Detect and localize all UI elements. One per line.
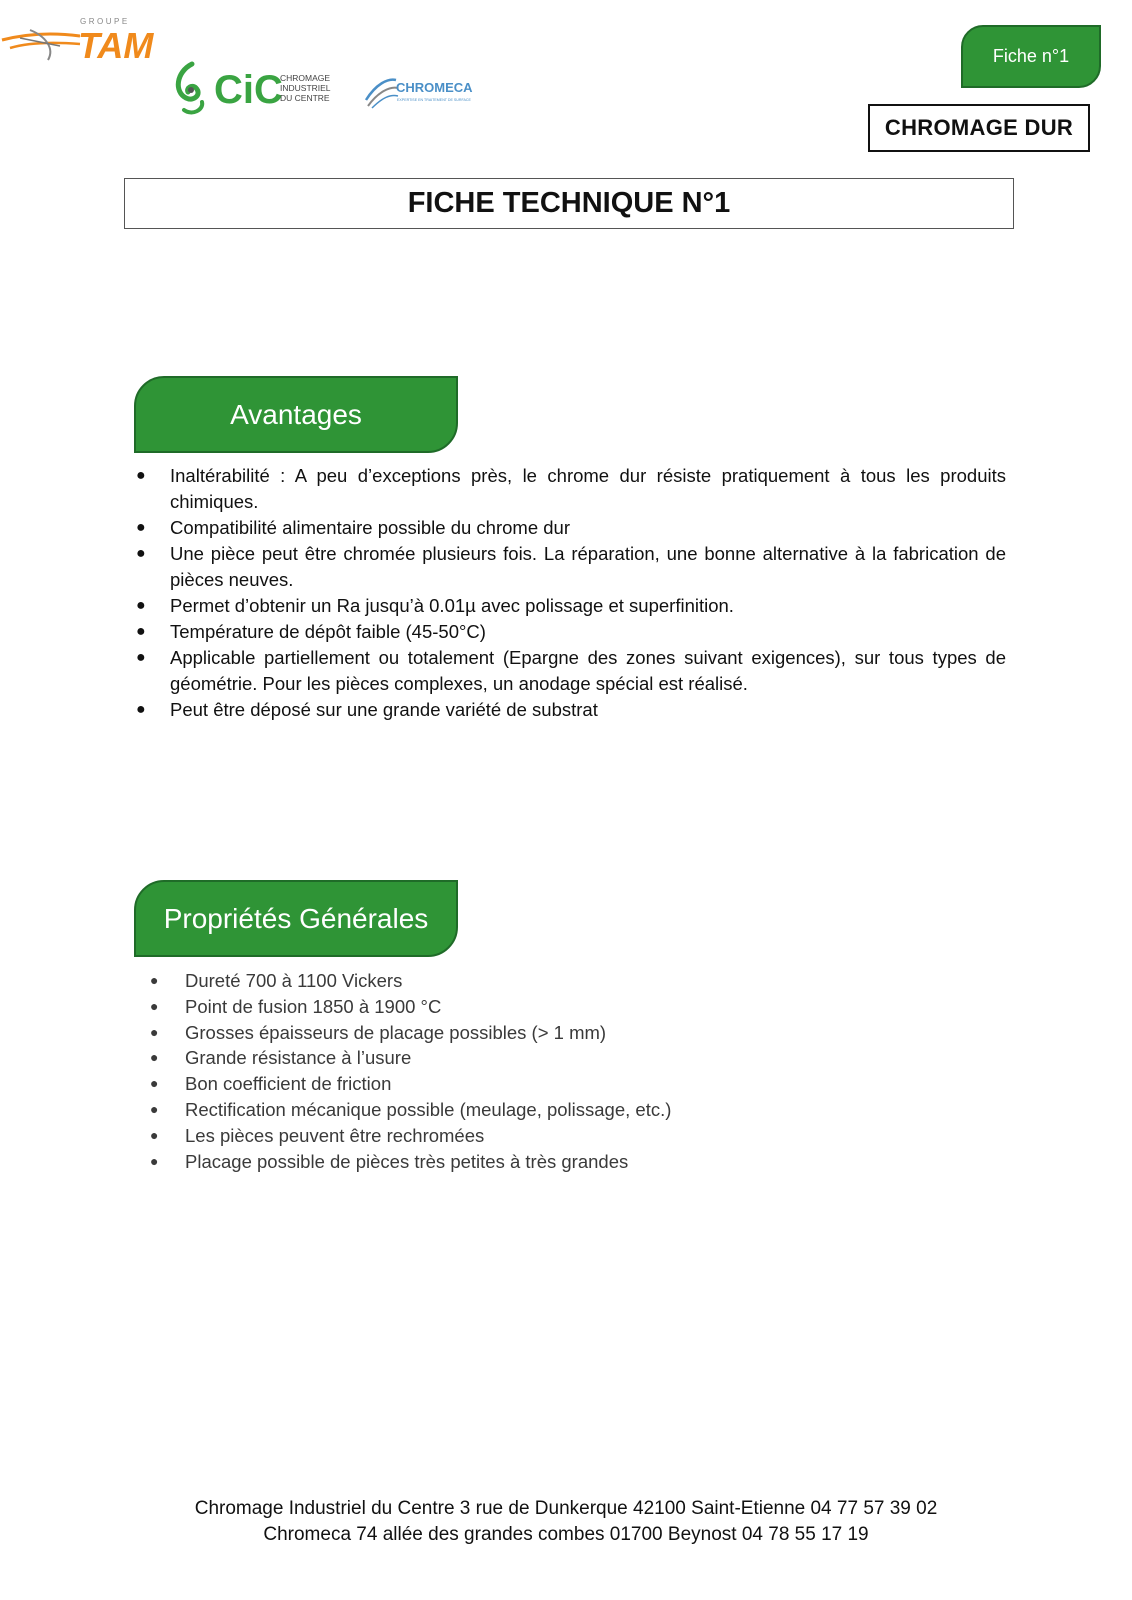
bullet-icon: ● <box>136 597 146 614</box>
list-item: ● Applicable partiellement ou totalement (Epargne des zones suivant exigences), sur tous types de géométrie. Pour les pièces complexes, un anodage spécial est réalisé. <box>136 647 1006 694</box>
list-item: ● Inaltérabilité : A peu d’exceptions près, le chrome dur résiste pratiquement à tous les produits chimiques. <box>136 465 1006 512</box>
fiche-number-tag: Fiche n°1 <box>961 25 1101 88</box>
list-item: ● Grosses épaisseurs de placage possibles (> 1 mm) <box>150 1020 850 1046</box>
bullet-icon: ● <box>150 1100 159 1117</box>
list-item: ● Bon coefficient de friction <box>150 1071 850 1097</box>
bullet-icon: ● <box>136 545 146 562</box>
tam-logo <box>0 12 185 64</box>
list-item: ● Une pièce peut être chromée plusieurs fois. La réparation, une bonne alternative à la fabrication de pièces neuves. <box>136 543 1006 590</box>
list-item: ● Grande résistance à l’usure <box>150 1045 850 1071</box>
page-title: FICHE TECHNIQUE N°1 <box>124 178 1014 229</box>
list-item: ● Compatibilité alimentaire possible du chrome dur <box>134 515 1006 541</box>
list-item: ● Rectification mécanique possible (meulage, polissage, etc.) <box>150 1097 850 1123</box>
cic-line3: DU CENTRE <box>280 93 330 103</box>
footer-address-cic: Chromage Industriel du Centre 3 rue de Dunkerque 42100 Saint-Etienne 04 77 57 39 02 <box>194 1498 938 1519</box>
chromeca-logo <box>364 74 489 110</box>
cic-line2: INDUSTRIEL <box>280 83 331 93</box>
list-item: ● Peut être déposé sur une grande variété de substrat <box>134 697 1006 723</box>
avantages-list <box>134 463 1006 723</box>
chromeca-name: CHROMECA <box>396 80 473 95</box>
footer <box>0 1496 1132 1548</box>
cic-line1: CHROMAGE <box>280 73 331 83</box>
proprietes-heading: Propriétés Générales <box>134 880 458 957</box>
cic-logo <box>172 58 347 120</box>
list-item: ● Température de dépôt faible (45-50°C) <box>134 619 1006 645</box>
bullet-icon: ● <box>136 467 146 484</box>
bullet-icon: ● <box>150 1152 159 1169</box>
bullet-icon: ● <box>150 1075 159 1092</box>
bullet-icon: ● <box>150 1126 159 1143</box>
category-label: CHROMAGE DUR <box>868 104 1090 152</box>
footer-address-chromeca: Chromeca 74 allée des grandes combes 01700 Beynost 04 78 55 17 19 <box>263 1524 869 1545</box>
tam-name: TAM <box>78 25 154 64</box>
tam-group-text: GROUPE <box>80 17 130 26</box>
list-item: ● Dureté 700 à 1100 Vickers <box>150 968 850 994</box>
cic-name: CiC <box>214 68 283 112</box>
bullet-icon: ● <box>136 701 146 718</box>
proprietes-list <box>150 968 850 1174</box>
list-item: ● Les pièces peuvent être rechromées <box>150 1123 850 1149</box>
bullet-icon: ● <box>150 972 159 988</box>
list-item: ● Point de fusion 1850 à 1900 °C <box>150 994 850 1020</box>
bullet-icon: ● <box>150 1023 159 1040</box>
bullet-icon: ● <box>136 623 146 640</box>
list-item: ● Permet d’obtenir un Ra jusqu’à 0.01µ avec polissage et superfinition. <box>134 593 1006 619</box>
avantages-heading: Avantages <box>134 376 458 453</box>
bullet-icon: ● <box>136 649 146 666</box>
bullet-icon: ● <box>136 519 146 536</box>
bullet-icon: ● <box>150 1049 159 1066</box>
list-item: ● Placage possible de pièces très petites à très grandes <box>150 1149 850 1175</box>
chromeca-tagline: EXPERTISE EN TRAITEMENT DE SURFACE <box>397 98 471 102</box>
bullet-icon: ● <box>150 997 159 1014</box>
